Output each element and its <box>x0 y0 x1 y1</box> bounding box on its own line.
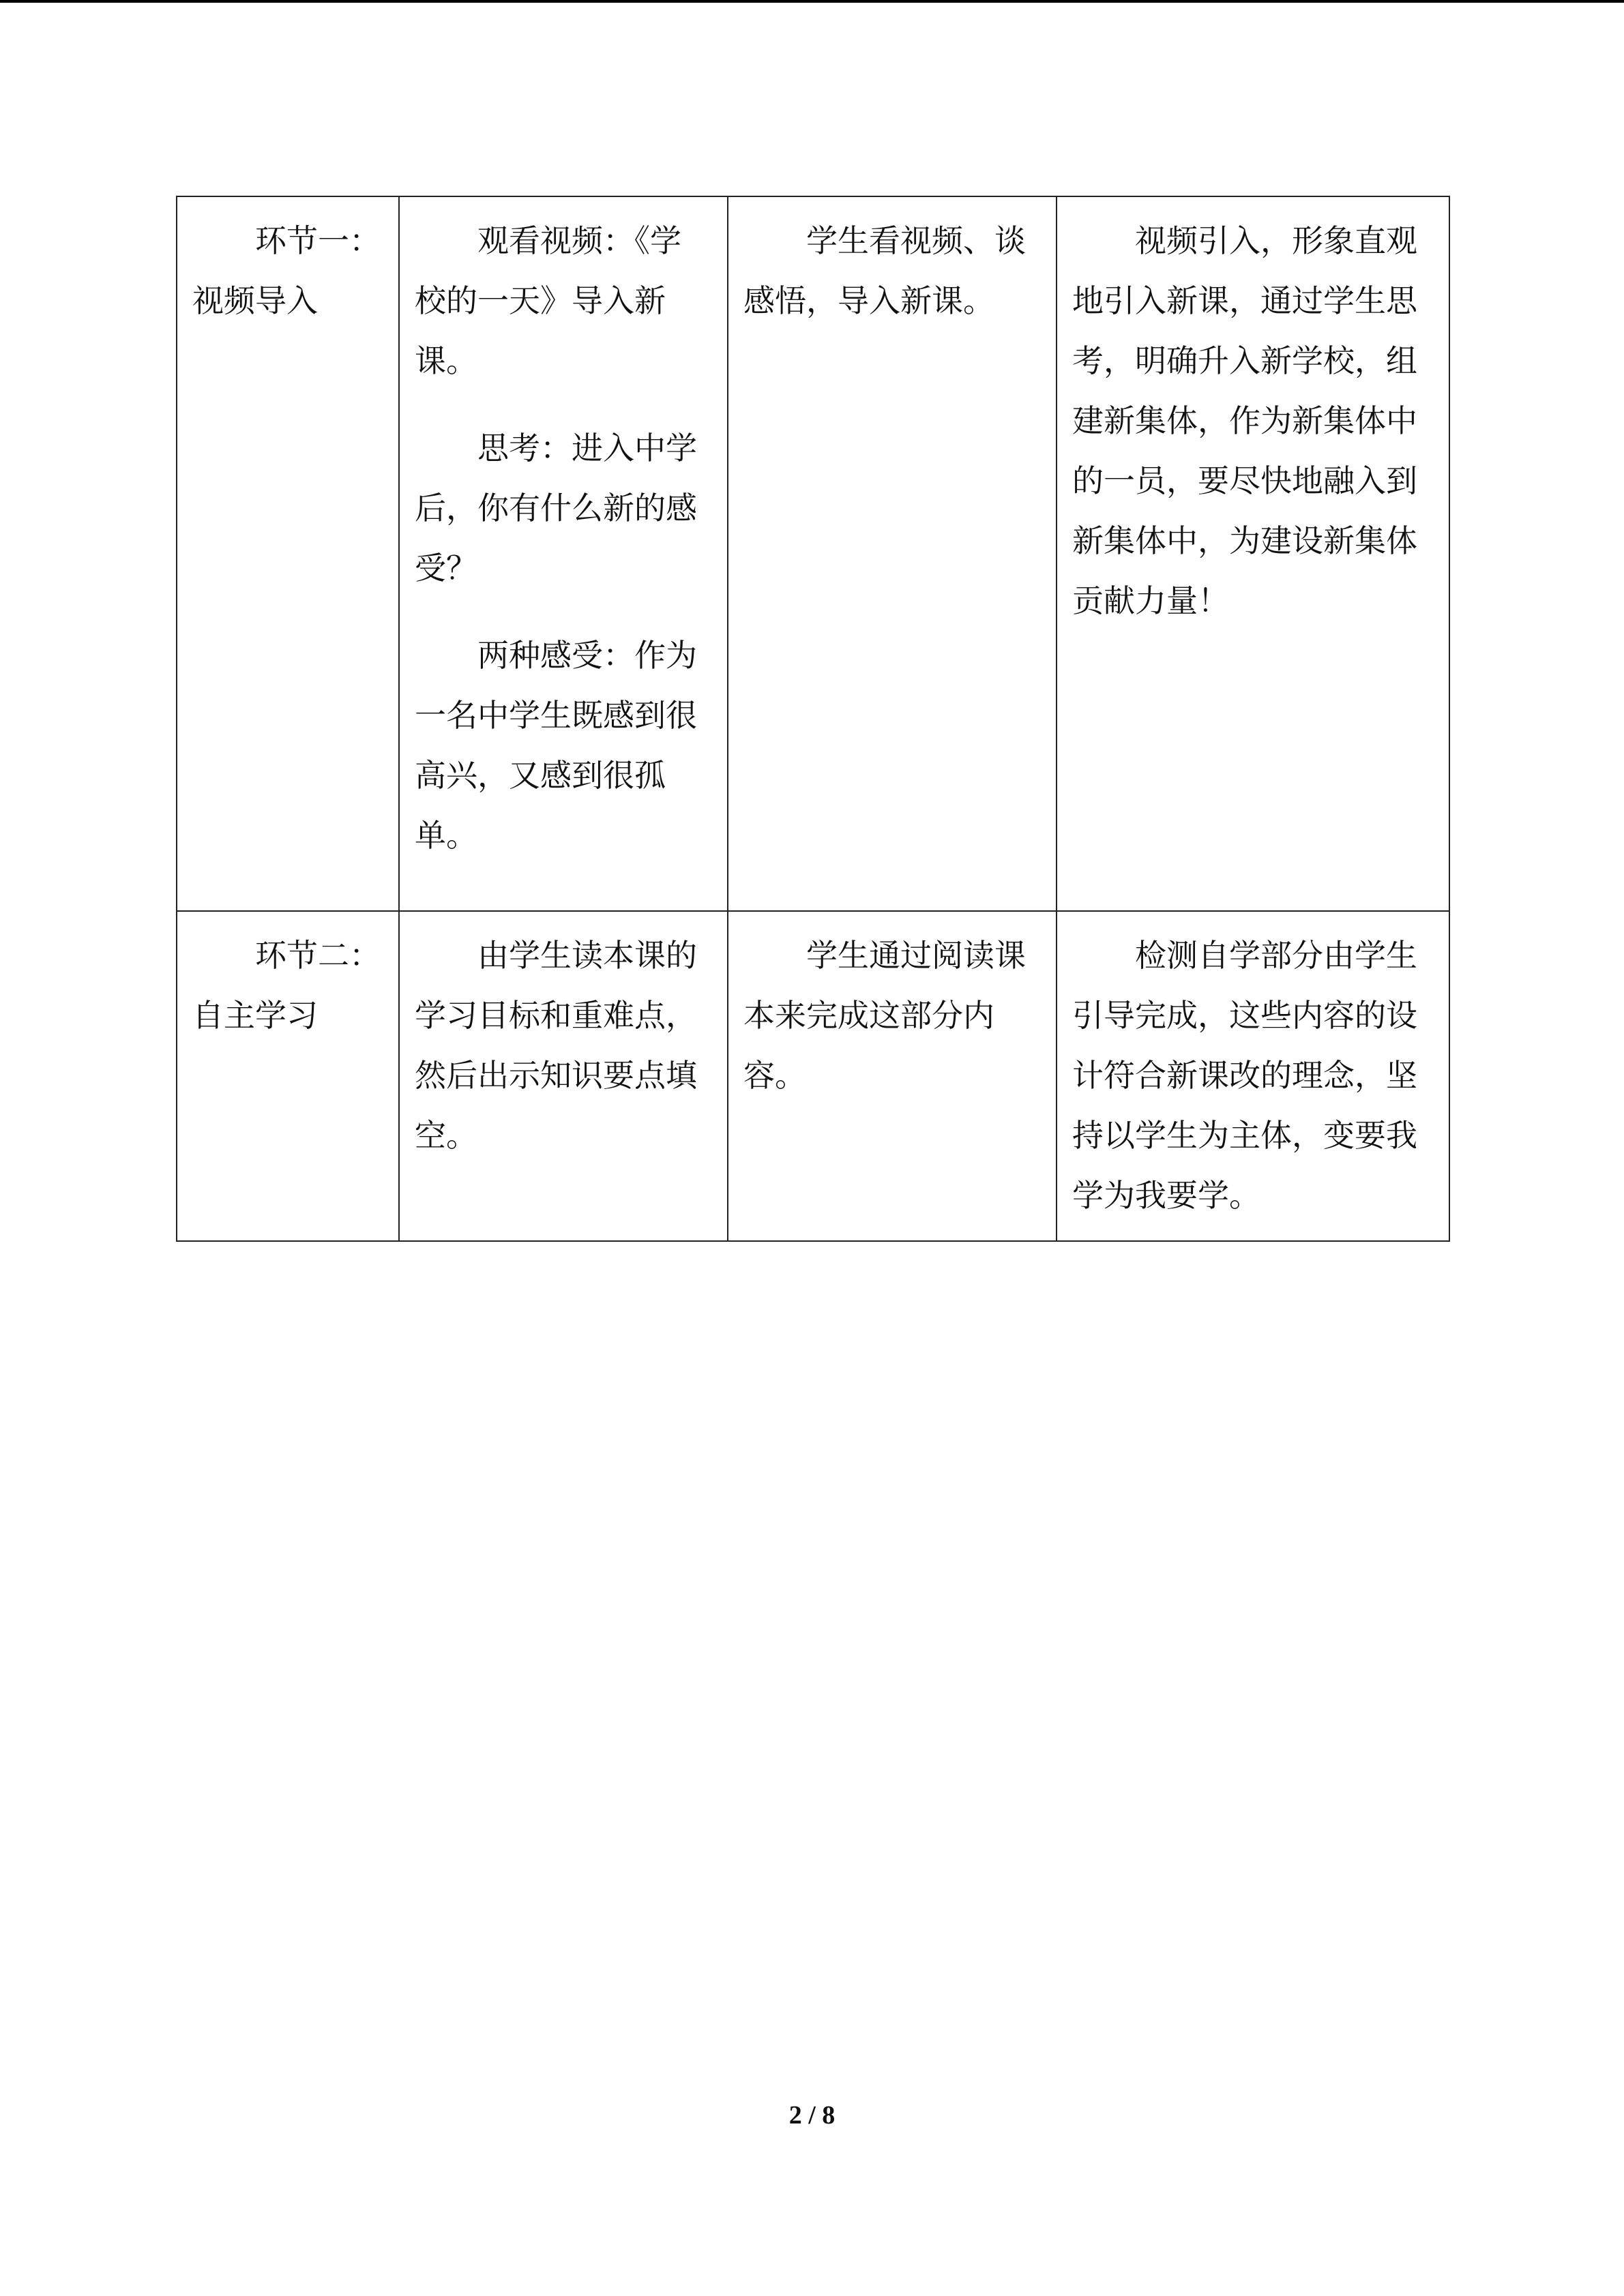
teacher-activity-text: 两种感受：作为一名中学生既感到很高兴，又感到很孤单。 <box>415 637 697 854</box>
table-row <box>177 911 1449 1241</box>
stage-cell <box>177 911 399 1241</box>
student-activity-text: 学生通过阅读课本来完成这部分内容。 <box>743 937 1026 1094</box>
table-row <box>177 196 1449 911</box>
lesson-plan-table <box>176 196 1450 1242</box>
teacher-activity-cell <box>399 911 728 1241</box>
design-intent-text: 检测自学部分由学生引导完成，这些内容的设计符合新课改的理念，坚持以学生为主体，变要我学为我要学。 <box>1072 937 1417 1214</box>
design-intent-text: 视频引入，形象直观地引入新课，通过学生思考，明确升入新学校，组建新集体，作为新集体中的一员，要尽快地融入到新集体中，为建设新集体贡献力量！ <box>1072 222 1417 619</box>
teacher-activity-text: 观看视频：《学校的一天》导入新课。 <box>415 222 681 379</box>
page-number: 2 / 8 <box>788 2101 836 2130</box>
design-intent-cell <box>1057 196 1449 911</box>
stage-cell <box>177 196 399 911</box>
student-activity-text: 学生看视频、谈感悟，导入新课。 <box>743 222 1026 319</box>
design-intent-cell <box>1057 911 1449 1241</box>
teacher-activity-text: 思考：进入中学后，你有什么新的感受？ <box>415 430 697 586</box>
stage-text: 环节一：视频导入 <box>192 222 381 319</box>
student-activity-cell <box>728 911 1057 1241</box>
teacher-activity-text: 由学生读本课的学习目标和重难点，然后出示知识要点填空。 <box>415 937 697 1154</box>
stage-text: 环节二：自主学习 <box>192 937 381 1034</box>
teacher-activity-cell <box>399 196 728 911</box>
page-top-border <box>0 0 1624 3</box>
student-activity-cell <box>728 196 1057 911</box>
